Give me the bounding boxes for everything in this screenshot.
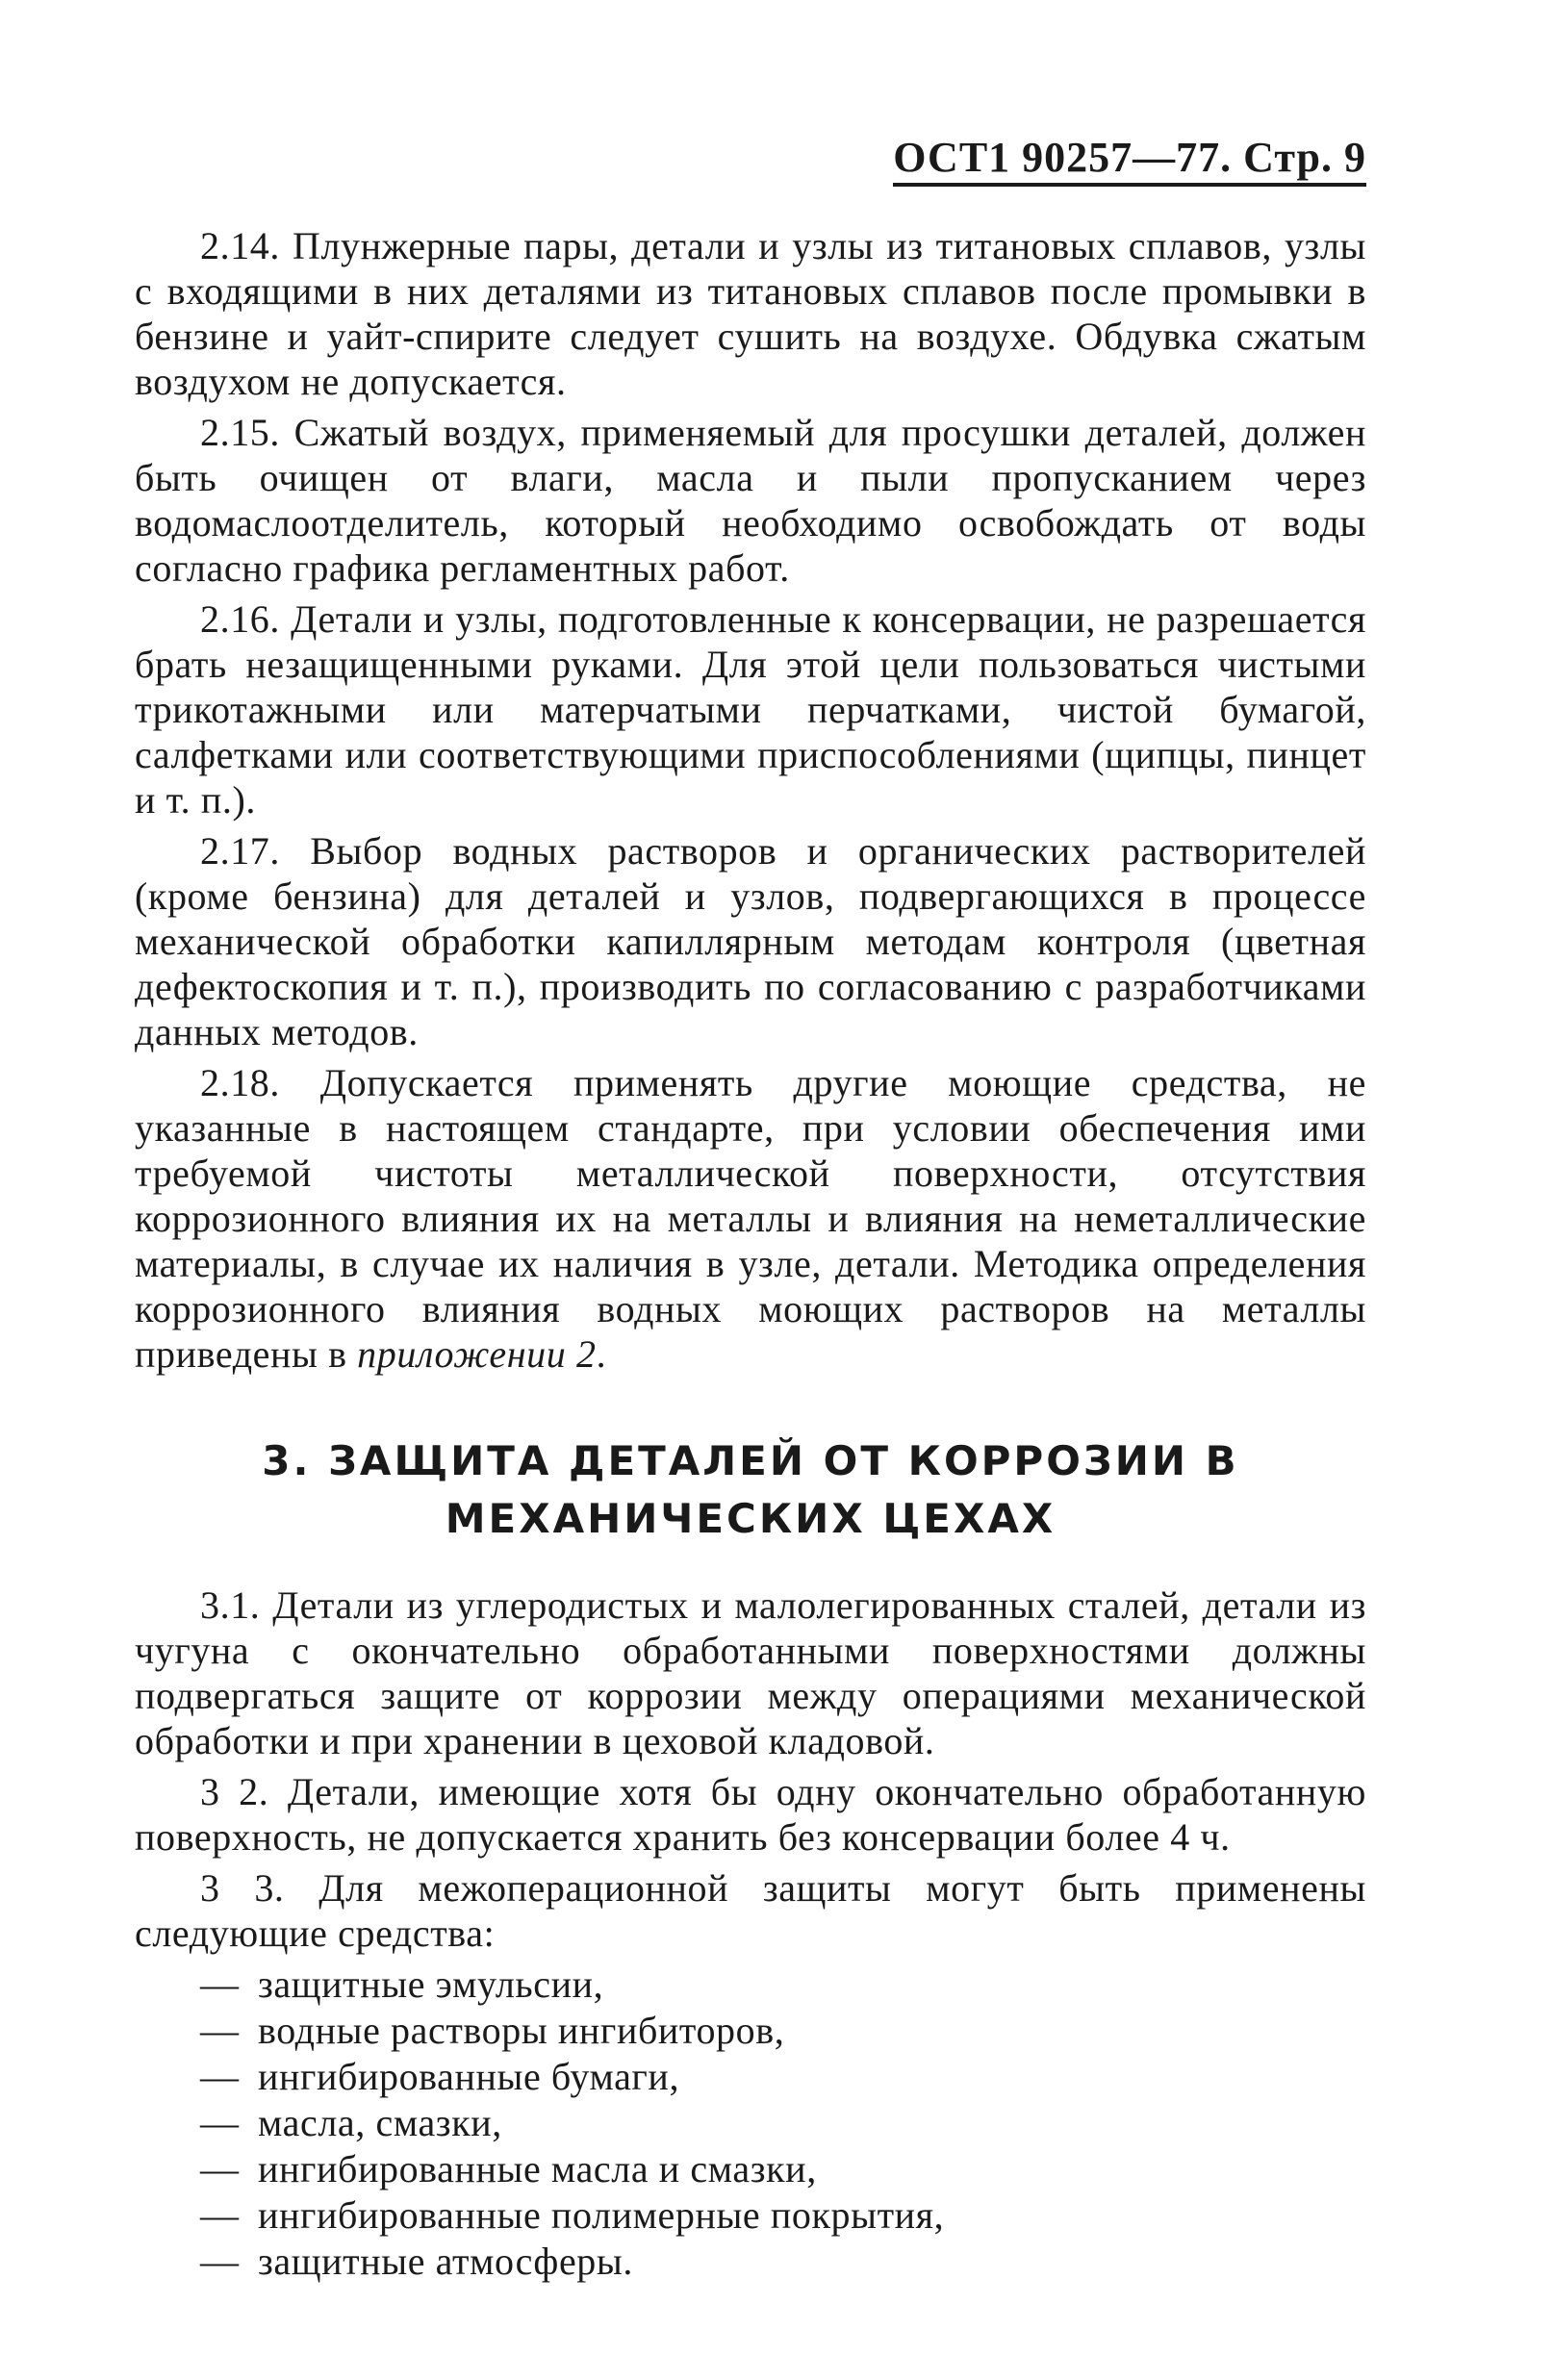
list-dash: — [200, 1962, 240, 2006]
list-dash: — [200, 2055, 240, 2098]
paragraph-2-16: 2.16. Детали и узлы, подготовленные к консервации, не разрешается брать незащищенными руками. Для этой цели пользоваться чистыми трикотажными или матерчатыми перчатками, чистой бумагой, салфетками или соответствующими приспособлениями (щипцы, пинцет и т. п.). [135, 597, 1366, 822]
paragraph-3-2: 3 2. Детали, имеющие хотя бы одну окончательно обработанную поверхность, не допускается хранить без консервации более 4 ч. [135, 1770, 1366, 1859]
paragraph-2-18-text: 2.18. Допускается применять другие моющие средства, не указанные в настоящем стандарте, при условии обеспечения ими требуемой чистоты металлической поверхности, отсутствия коррозионного влияния их на металлы и влияния на неметаллические материалы, в случае их наличия в узле, детали. Методика определения коррозионного влияния водных моющих растворов на металлы приведены в [135, 1061, 1366, 1376]
protection-means-list [135, 1962, 1366, 2285]
list-item [200, 2100, 1366, 2146]
list-item [200, 1962, 1366, 2008]
list-item-text: ингибированные полимерные покрытия, [258, 2193, 945, 2237]
list-item-text: ингибированные масла и смазки, [258, 2147, 817, 2190]
list-item-text: ингибированные бумаги, [258, 2055, 680, 2098]
paragraph-2-18 [135, 1060, 1366, 1377]
list-dash: — [200, 2101, 240, 2144]
appendix-reference: приложении 2 [357, 1332, 597, 1376]
paragraph-2-15: 2.15. Сжатый воздух, применяемый для просушки деталей, должен быть очищен от влаги, масла и пыли пропусканием через водомаслоотделитель, который необходимо освобождать от воды согласно графика регламентных работ. [135, 411, 1366, 590]
section-3-title [135, 1432, 1366, 1548]
paragraph-3-1: 3.1. Детали из углеродистых и малолегированных сталей, детали из чугуна с окончательно обработанными поверхностями должны подвергаться защите от коррозии между операциями механической обработки и при хранении в цеховой кладовой. [135, 1583, 1366, 1762]
section-3-title-line-1: 3. ЗАЩИТА ДЕТАЛЕЙ ОТ КОРРОЗИИ В [262, 1437, 1239, 1484]
list-item [200, 2054, 1366, 2100]
paragraph-3-3: 3 3. Для межоперационной защиты могут быть применены следующие средства: [135, 1866, 1366, 1955]
list-item [200, 2146, 1366, 2192]
list-dash: — [200, 2240, 240, 2283]
list-item-text: защитные эмульсии, [258, 1962, 604, 2006]
paragraph-2-17: 2.17. Выбор водных растворов и органических растворителей (кроме бензина) для деталей и узлов, подвергающихся в процессе механической обработки капиллярным методам контроля (цветная дефектоскопия и т. п.), производить по согласованию с разработчиками данных методов. [135, 829, 1366, 1053]
list-item [200, 2192, 1366, 2239]
list-dash: — [200, 2009, 240, 2052]
list-dash: — [200, 2193, 240, 2237]
list-item-text: защитные атмосферы. [258, 2240, 633, 2283]
list-item-text: водные растворы ингибиторов, [258, 2009, 785, 2052]
list-item [200, 2239, 1366, 2285]
section-3-title-line-2: МЕХАНИЧЕСКИХ ЦЕХАХ [445, 1495, 1057, 1542]
paragraph-2-18-tail: . [596, 1332, 607, 1376]
list-item [200, 2008, 1366, 2054]
paragraph-2-14: 2.14. Плунжерные пары, детали и узлы из титановых сплавов, узлы с входящими в них деталями из титановых сплавов после промывки в бензине и уайт-спирите следует сушить на воздухе. Обдувка сжатым воздухом не допускается. [135, 224, 1366, 403]
document-body [135, 223, 1366, 2285]
list-item-text: масла, смазки, [258, 2101, 502, 2144]
page-header-doc-ref: ОСТ1 90257—77. Стр. 9 [893, 135, 1366, 187]
list-dash: — [200, 2147, 240, 2190]
